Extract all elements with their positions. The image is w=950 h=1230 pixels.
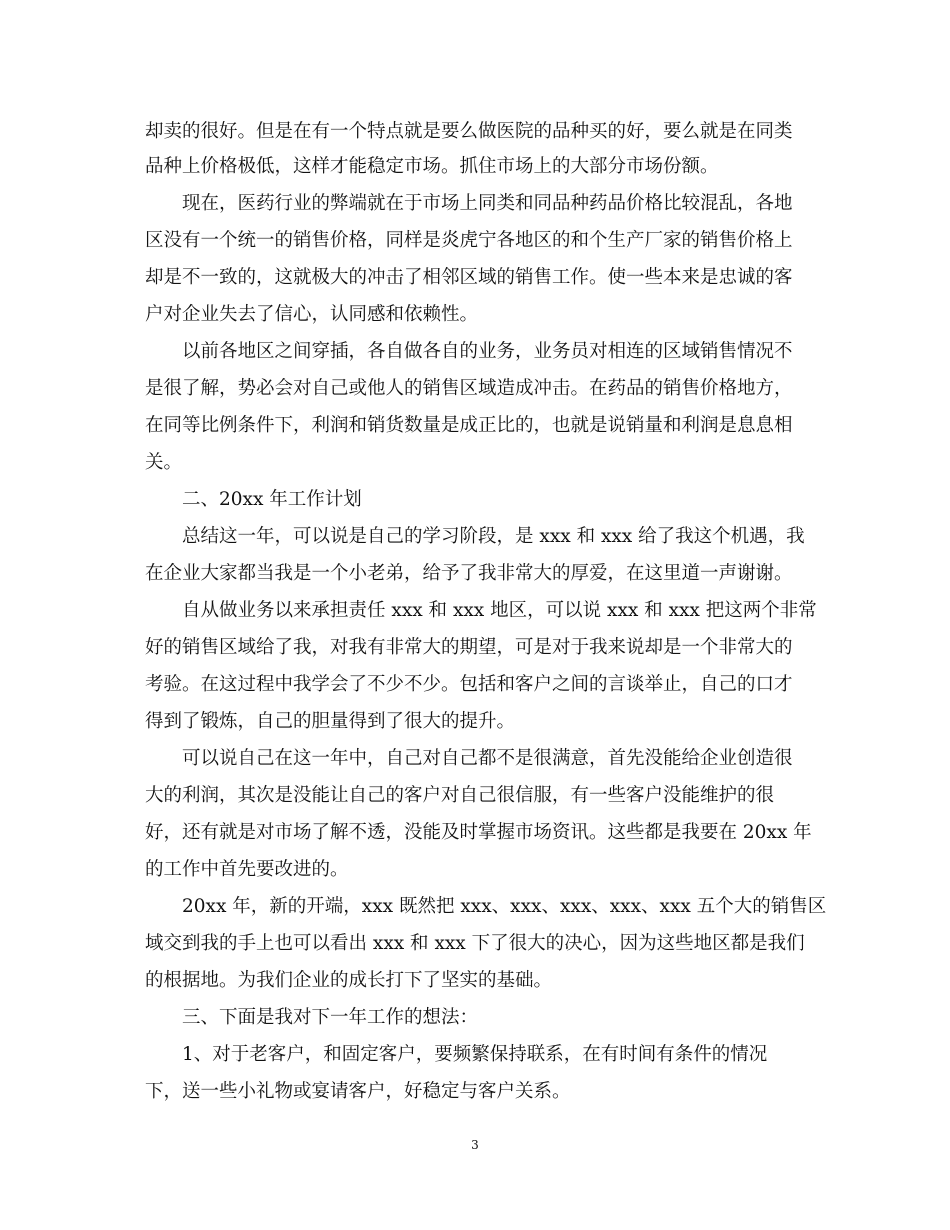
text-line: 好，还有就是对市场了解不透，没能及时掌握市场资讯。这些都是我要在 20xx 年 — [145, 822, 812, 843]
section-heading: 二、20xx 年工作计划 — [182, 489, 362, 510]
text-line: 考验。在这过程中我学会了不少不少。包括和客户之间的言谈举止，自己的口才 — [145, 674, 793, 695]
text-line: 却卖的很好。但是在有一个特点就是要么做医院的品种买的好，要么就是在同类 — [145, 121, 793, 142]
text-line: 区没有一个统一的销售价格，同样是炎虎宁各地区的和个生产厂家的销售价格上 — [145, 230, 793, 251]
text-line: 的根据地。为我们企业的成长打下了坚实的基础。 — [145, 970, 553, 991]
paragraph-first-line: 1、对于老客户，和固定客户，要频繁保持联系，在有时间有条件的情况 — [182, 1044, 768, 1065]
text-line: 域交到我的手上也可以看出 xxx 和 xxx 下了很大的决心，因为这些地区都是我们 — [145, 933, 805, 954]
section-heading: 三、下面是我对下一年工作的想法： — [182, 1007, 479, 1028]
paragraph-first-line: 20xx 年，新的开端，xxx 既然把 xxx、xxx、xxx、xxx、xxx 五个大的销售区 — [182, 896, 827, 917]
text-line: 户对企业失去了信心，认同感和依赖性。 — [145, 304, 479, 325]
page-number: 3 — [471, 1138, 479, 1152]
paragraph-first-line: 现在，医药行业的弊端就在于市场上同类和同品种药品价格比较混乱，各地 — [182, 193, 793, 214]
paragraph-first-line: 总结这一年，可以说是自己的学习阶段，是 xxx 和 xxx 给了我这个机遇，我 — [182, 526, 805, 547]
text-line: 下，送一些小礼物或宴请客户，好稳定与客户关系。 — [145, 1081, 571, 1102]
text-line: 品种上价格极低，这样才能稳定市场。抓住市场上的大部分市场份额。 — [145, 156, 719, 177]
text-line: 在企业大家都当我是一个小老弟，给予了我非常大的厚爱，在这里道一声谢谢。 — [145, 563, 793, 584]
paragraph-first-line: 可以说自己在这一年中，自己对自己都不是很满意，首先没能给企业创造很 — [182, 748, 793, 769]
text-line: 是很了解，势必会对自己或他人的销售区域造成冲击。在药品的销售价格地方， — [145, 378, 793, 399]
text-line: 得到了锻炼，自己的胆量得到了很大的提升。 — [145, 711, 516, 732]
text-line: 却是不一致的，这就极大的冲击了相邻区域的销售工作。使一些本来是忠诚的客 — [145, 267, 793, 288]
text-line: 关。 — [145, 452, 183, 473]
paragraph-first-line: 以前各地区之间穿插，各自做各自的业务，业务员对相连的区域销售情况不 — [182, 341, 793, 362]
text-line: 的工作中首先要改进的。 — [145, 859, 349, 880]
text-line: 好的销售区域给了我，对我有非常大的期望，可是对于我来说却是一个非常大的 — [145, 637, 793, 658]
text-line: 大的利润，其次是没能让自己的客户对自己很信服，有一些客户没能维护的很 — [145, 785, 775, 806]
paragraph-first-line: 自从做业务以来承担责任 xxx 和 xxx 地区，可以说 xxx 和 xxx 把这两个非常 — [182, 600, 817, 621]
text-line: 在同等比例条件下，利润和销货数量是成正比的，也就是说销量和利润是息息相 — [145, 415, 793, 436]
